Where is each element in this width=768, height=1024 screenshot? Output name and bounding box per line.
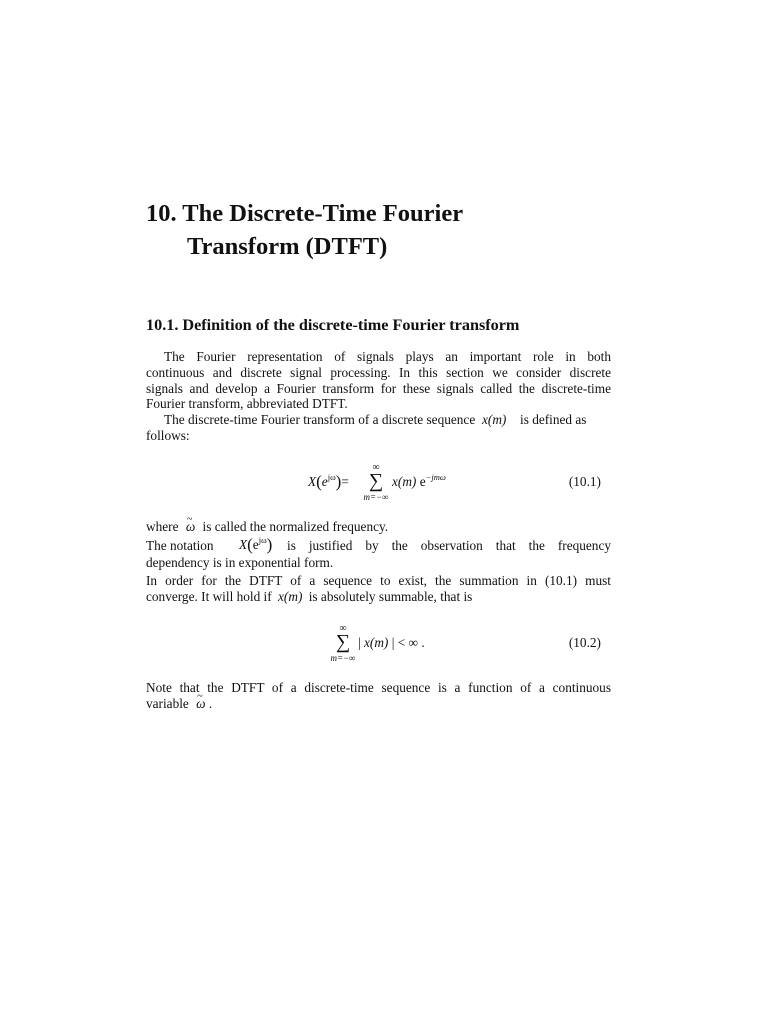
paren-right: ) — [266, 535, 273, 554]
eq1-lhs — [308, 474, 349, 491]
math-omega-tilde: ~ ω — [186, 519, 195, 535]
math-x-m: x(m) — [482, 412, 507, 427]
paragraph-definition — [146, 412, 611, 444]
eq2-body — [358, 635, 425, 651]
paragraph-line — [146, 412, 611, 428]
math-x-m: x(m) — [278, 588, 303, 604]
paren-left: ( — [316, 472, 322, 491]
notation-e: e — [252, 537, 259, 552]
eq1-sum-upper-limit: ∞ — [372, 462, 380, 473]
eq2-sum-lower-limit: m=−∞ — [330, 653, 356, 663]
equation-10-1-formula — [306, 463, 446, 509]
paragraph-line — [146, 696, 611, 712]
text-fragment: The notation — [146, 538, 214, 553]
equation-10-2 — [146, 624, 611, 670]
eq1-sum-lower-limit: m=−∞ — [363, 492, 389, 502]
eq1-equals: = — [341, 474, 349, 489]
text-fragment: converge. It will hold if — [146, 588, 272, 604]
paragraph-line: dependency is in exponential form. — [146, 554, 334, 570]
eq2-less-than-infinity: < ∞ . — [397, 635, 425, 650]
paragraph-line — [146, 519, 611, 535]
text-fragment: . — [208, 695, 213, 711]
section-title: 10.1. Definition of the discrete-time Fourier transform — [146, 316, 520, 334]
sigma-icon: ∑ — [335, 631, 351, 653]
math-omega-tilde: ~ ω — [196, 696, 205, 712]
eq2-x-m: x(m) — [364, 635, 389, 650]
paragraph-line: continuous and discrete signal processing. In this section we consider discrete — [146, 364, 611, 380]
equation-10-2-formula — [328, 624, 438, 670]
paragraph-line: follows: — [146, 427, 190, 443]
text-fragment: The discrete-time Fourier transform of a discrete sequence — [164, 412, 476, 427]
paragraph-line: In order for the DTFT of a sequence to exist, the summation in (10.1) must — [146, 573, 611, 588]
paragraph-line: Note that the DTFT of a discrete-time sequence is a function of a continuous — [146, 680, 611, 695]
text-fragment: is justified by the observation that the frequency — [287, 538, 611, 553]
paragraph-intro — [146, 349, 611, 412]
text-fragment: variable — [146, 695, 189, 711]
eq2-sum-upper-limit: ∞ — [339, 623, 347, 634]
paren-left: ( — [247, 535, 253, 554]
eq1-term — [392, 474, 446, 491]
text-fragment: is called the normalized frequency. — [202, 519, 389, 534]
eq1-lhs-X: X — [308, 474, 317, 489]
notation-X: X — [239, 537, 248, 552]
paragraph-notation — [146, 535, 611, 571]
chapter-title — [146, 197, 611, 263]
paragraph-line: signals and develop a Fourier transform for these signals called the discrete-time — [146, 380, 611, 396]
text-fragment: where — [146, 519, 179, 534]
equation-number-10-2: (10.2) — [568, 635, 601, 650]
paragraph-line: Fourier transform, abbreviated DTFT. — [146, 396, 348, 412]
notation-exponent: jω — [258, 535, 267, 545]
equation-10-1 — [146, 463, 611, 509]
eq1-lhs-exponent: jω — [327, 472, 336, 482]
paragraph-convergence — [146, 573, 611, 605]
abs-bar-left: | — [358, 635, 361, 650]
sigma-icon: ∑ — [368, 470, 384, 492]
paragraph-line: The Fourier representation of signals plays an important role in both — [164, 349, 611, 364]
paren-right: ) — [335, 472, 342, 491]
paragraph-line — [146, 535, 611, 554]
paragraph-where — [146, 519, 611, 535]
paragraph-note — [146, 680, 611, 712]
abs-bar-right: | — [391, 635, 395, 650]
eq1-term-exponent: −jmω — [425, 472, 446, 482]
chapter-title-line2: Transform (DTFT) — [187, 233, 388, 260]
text-fragment: is defined as — [520, 412, 587, 427]
paragraph-line — [146, 589, 611, 605]
eq1-term-x-m: x(m) — [392, 474, 417, 489]
eq1-lhs-e: e — [321, 474, 328, 489]
notation-formula — [239, 537, 272, 555]
eq1-term-e: e — [419, 474, 426, 489]
equation-number-10-1: (10.1) — [568, 474, 601, 489]
text-fragment: is absolutely summable, that is — [308, 588, 473, 604]
chapter-title-line1: 10. The Discrete-Time Fourier — [146, 200, 464, 227]
